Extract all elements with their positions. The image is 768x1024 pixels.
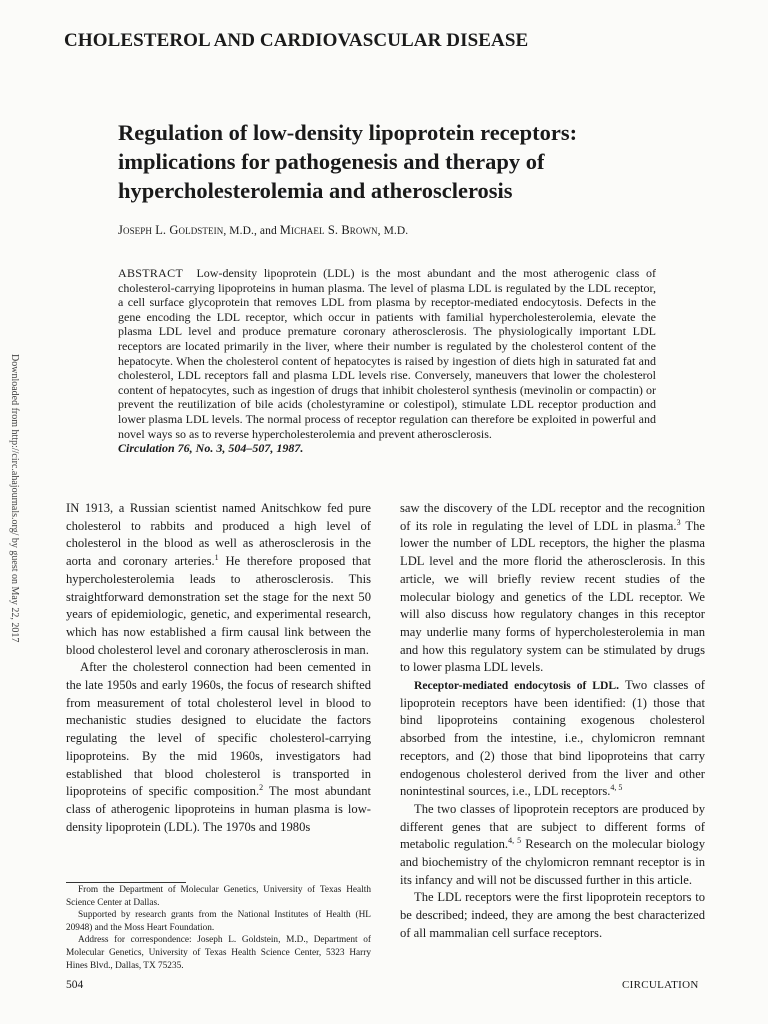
footnote-funding: Supported by research grants from the National Institutes of Health (HL 20948) and the Moss Heart Foundation. [66,910,371,933]
abstract-label: ABSTRACT [118,266,184,280]
author-1: Joseph L. Goldstein [118,223,224,237]
run-in-heading: Receptor-mediated endocytosis of LDL. [414,679,620,693]
page-number: 504 [66,979,84,991]
paragraph: saw the discovery of the LDL receptor and the recognition of its role in regulating the level of LDL in plasma.$^3$ The lower the number of LDL receptors, the higher the plasma LDL level and the more florid the atherosclerosis. In this article, we will briefly review recent studies of the molecular biology and genetics of the LDL receptor. We will also discuss how regulatory changes in this receptor may underlie many forms of hypercholesterolemia in man and how this regulatory system can be stimulated by drugs to lower plasma LDL levels. [400,501,705,675]
abstract-text: Low-density lipoprotein (LDL) is the most abundant and the most atherogenic class of cholesterol-carrying lipoproteins in human plasma. The level of plasma LDL is regulated by the LDL receptor, a cell surface glycoprotein that removes LDL from plasma by receptor-mediated endocytosis. Defects in the gene encoding the LDL receptor, which occur in patients with familial hypercholesterolemia, elevate the plasma LDL level and produce premature coronary atherosclerosis. The physiologically important LDL receptors are located primarily in the liver, where their number is regulated by the cholesterol content of the hepatocyte. When the cholesterol content of hepatocytes is raised by ingestion of diets high in saturated fat and cholesterol, LDL receptors fall and plasma LDL levels rise. Conversely, maneuvers that lower the cholesterol content of hepatocytes, such as ingestion of drugs that inhibit cholesterol synthesis (mevinolin or compactin) or prevent the reutilization of bile acids (cholestyramine or colestipol), stimulate LDL receptor production and lower plasma LDL levels. The normal process of receptor regulation can therefore be exploited in powerful and novel ways so as to reverse hypercholesterolemia and prevent atherosclerosis. [118,266,656,441]
reference-2: 2 [259,783,264,793]
journal-name: CIRCULATION [622,979,699,991]
reference-1: 1 [214,552,219,562]
paragraph: The two classes of lipoprotein receptors are produced by different genes that are subject to different forms of metabolic regulation.$^{4, 5}$ Research on the molecular biology and biochemistry of the chylomicron remnant receptor is in its infancy and will not be discussed further in this article. [400,801,706,887]
footnotes [66,884,371,972]
author-line [118,223,408,238]
author-2: Michael S. Brown [279,223,378,237]
author-1-degree: , M.D., and [223,225,280,237]
body-column-right [400,500,705,943]
author-2-degree: , M.D. [377,225,409,237]
footnote-correspondence: Address for correspondence: Joseph L. Goldstein, M.D., Department of Molecular Genetics, University of Texas Health Science Center, 5323 Harry Hines Blvd., Dallas, TX 75235. [66,935,371,971]
paragraph: After the cholesterol connection had been cemented in the late 1950s and early 1960s, the focus of research shifted from measurement of total cholesterol level in blood to mechanistic studies designed to elucidate the factors regulating the level of specific cholesterol-carrying lipoproteins. By the mid 1960s, investigators had established that blood cholesterol is transported in lipoproteins of specific composition.$^2$ The most abundant class of atherogenic lipoproteins in human plasma is low-density lipoprotein (LDL). The 1970s and 1980s [66,660,371,834]
paragraph: IN 1913, a Russian scientist named Anitschkow fed pure cholesterol to rabbits and produced a high level of cholesterol in the blood as well as atherosclerosis in the aorta and coronary arteries.$^1$ He therefore proposed that hypercholesterolemia leads to atherosclerosis. This straightforward demonstration set the stage for the next 50 years of epidemiologic, genetic, and experimental research, which has now established a firm causal link between the blood cholesterol level and coronary atherosclerosis in man. [66,501,371,657]
footnote-divider [66,882,186,883]
reference-4-5: 4, 5 [610,783,623,793]
download-note: Downloaded from http://circ.ahajournals.org/ by guest on May 22, 2017 [9,354,20,643]
article-title: Regulation of low-density lipoprotein receptors: implications for pathogenesis and therapy of hypercholesterolemia and atherosclerosis [118,120,578,203]
reference-3: 3 [676,517,681,527]
abstract-citation: Circulation 76, No. 3, 504–507, 1987. [118,441,304,456]
paragraph: The LDL receptors were the first lipoprotein receptors to be described; indeed, they are among the best characterized of all mammalian cell surface receptors. [400,890,705,940]
section-heading: CHOLESTEROL AND CARDIOVASCULAR DISEASE [64,30,529,51]
paragraph: Receptor-mediated endocytosis of LDL. Two classes of lipoprotein receptors have been identified: (1) those that bind lipoproteins containing exogenous cholesterol absorbed from the intestine, i.e., chylomicron remnant receptors, and (2) those that bind lipoproteins that carry endogenous cholesterol derived from the liver and other nonintestinal sources, i.e., LDL receptors.$^{4, 5}$ [400,678,705,799]
footnote-affiliation: From the Department of Molecular Genetics, University of Texas Health Science Center at Dallas. [66,885,371,908]
body-column-left [66,500,371,836]
abstract [118,266,656,456]
reference-4-5: 4, 5 [508,836,522,846]
